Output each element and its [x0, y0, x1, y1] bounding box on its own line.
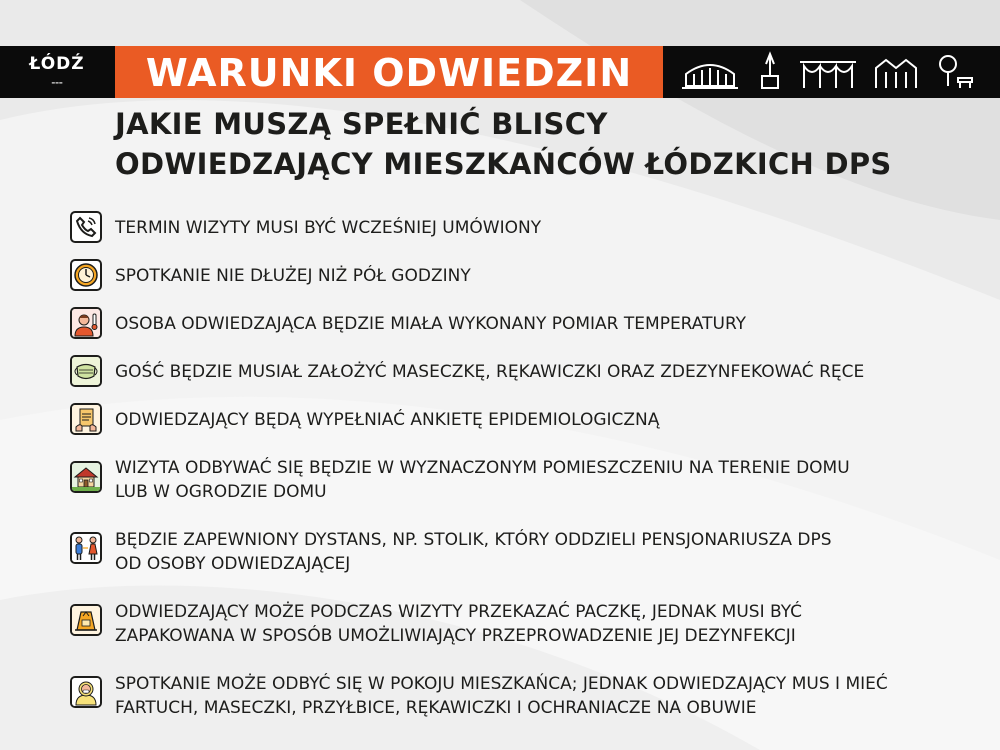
house-icon	[70, 461, 102, 493]
item-text-line: SPOTKANIE NIE DŁUŻEJ NIŻ PÓŁ GODZINY	[115, 266, 471, 286]
item-text-line: ODWIEDZAJĄCY MOŻE PODCZAS WIZYTY PRZEKAZAĆ PACZKĘ, JEDNAK MUSI BYĆ	[115, 602, 803, 622]
item-text-line: FARTUCH, MASECZKI, PRZYŁBICE, RĘKAWICZKI I OCHRANIACZE NA OBUWIE	[115, 698, 757, 718]
item-text-line: BĘDZIE ZAPEWNIONY DYSTANS, NP. STOLIK, KTÓRY ODDZIELI PENSJONARIUSZA DPS	[115, 530, 832, 550]
list-item	[115, 528, 965, 576]
phone-icon	[70, 211, 102, 243]
mask-icon	[70, 355, 102, 387]
title-banner	[115, 46, 663, 98]
logo-text: ŁÓDŹ	[29, 54, 85, 74]
landmarks-icon	[680, 50, 980, 94]
item-text-line: SPOTKANIE MOŻE ODBYĆ SIĘ W POKOJU MIESZKAŃCA; JEDNAK ODWIEDZAJĄCY MUS I MIEĆ	[115, 674, 888, 694]
list-item	[115, 456, 965, 504]
subtitle-line-1: JAKIE MUSZĄ SPEŁNIĆ BLISCY	[115, 107, 608, 141]
item-text-line: GOŚĆ BĘDZIE MUSIAŁ ZAŁOŻYĆ MASECZKĘ, RĘKAWICZKI ORAZ ZDEZYNFEKOWAĆ RĘCE	[115, 362, 865, 382]
list-item	[115, 264, 965, 288]
list-item	[115, 672, 965, 720]
clock-icon	[70, 259, 102, 291]
list-item	[115, 408, 965, 432]
thermometer-person-icon	[70, 307, 102, 339]
lodz-logo	[22, 50, 92, 92]
list-item	[115, 216, 965, 240]
list-item	[115, 312, 965, 336]
subtitle-line-2: ODWIEDZAJĄCY MIESZKAŃCÓW ŁÓDZKICH DPS	[115, 147, 892, 181]
item-text-line: WIZYTA ODBYWAĆ SIĘ BĘDZIE W WYZNACZONYM POMIESZCZENIU NA TERENIE DOMU	[115, 458, 850, 478]
page-title: WARUNKI ODWIEDZIN	[145, 51, 633, 95]
protective-suit-icon	[70, 676, 102, 708]
item-text-line: ZAPAKOWANA W SPOSÓB UMOŻLIWIAJĄCY PRZEPROWADZENIE JEJ DEZYNFEKCJI	[115, 626, 796, 646]
item-text-line: OSOBA ODWIEDZAJĄCA BĘDZIE MIAŁA WYKONANY POMIAR TEMPERATURY	[115, 314, 747, 334]
subtitle	[115, 104, 995, 184]
list-item	[115, 360, 965, 384]
distance-icon	[70, 532, 102, 564]
logo-underline: ▬▬▬	[51, 80, 63, 85]
package-icon	[70, 604, 102, 636]
list-item	[115, 600, 965, 648]
survey-icon	[70, 403, 102, 435]
item-text-line: TERMIN WIZYTY MUSI BYĆ WCZEŚNIEJ UMÓWIONY	[115, 218, 542, 238]
item-text-line: ODWIEDZAJĄCY BĘDĄ WYPEŁNIAĆ ANKIETĘ EPIDEMIOLOGICZNĄ	[115, 410, 660, 430]
item-text-line: OD OSOBY ODWIEDZAJĄCEJ	[115, 554, 351, 574]
item-text-line: LUB W OGRODZIE DOMU	[115, 482, 327, 502]
